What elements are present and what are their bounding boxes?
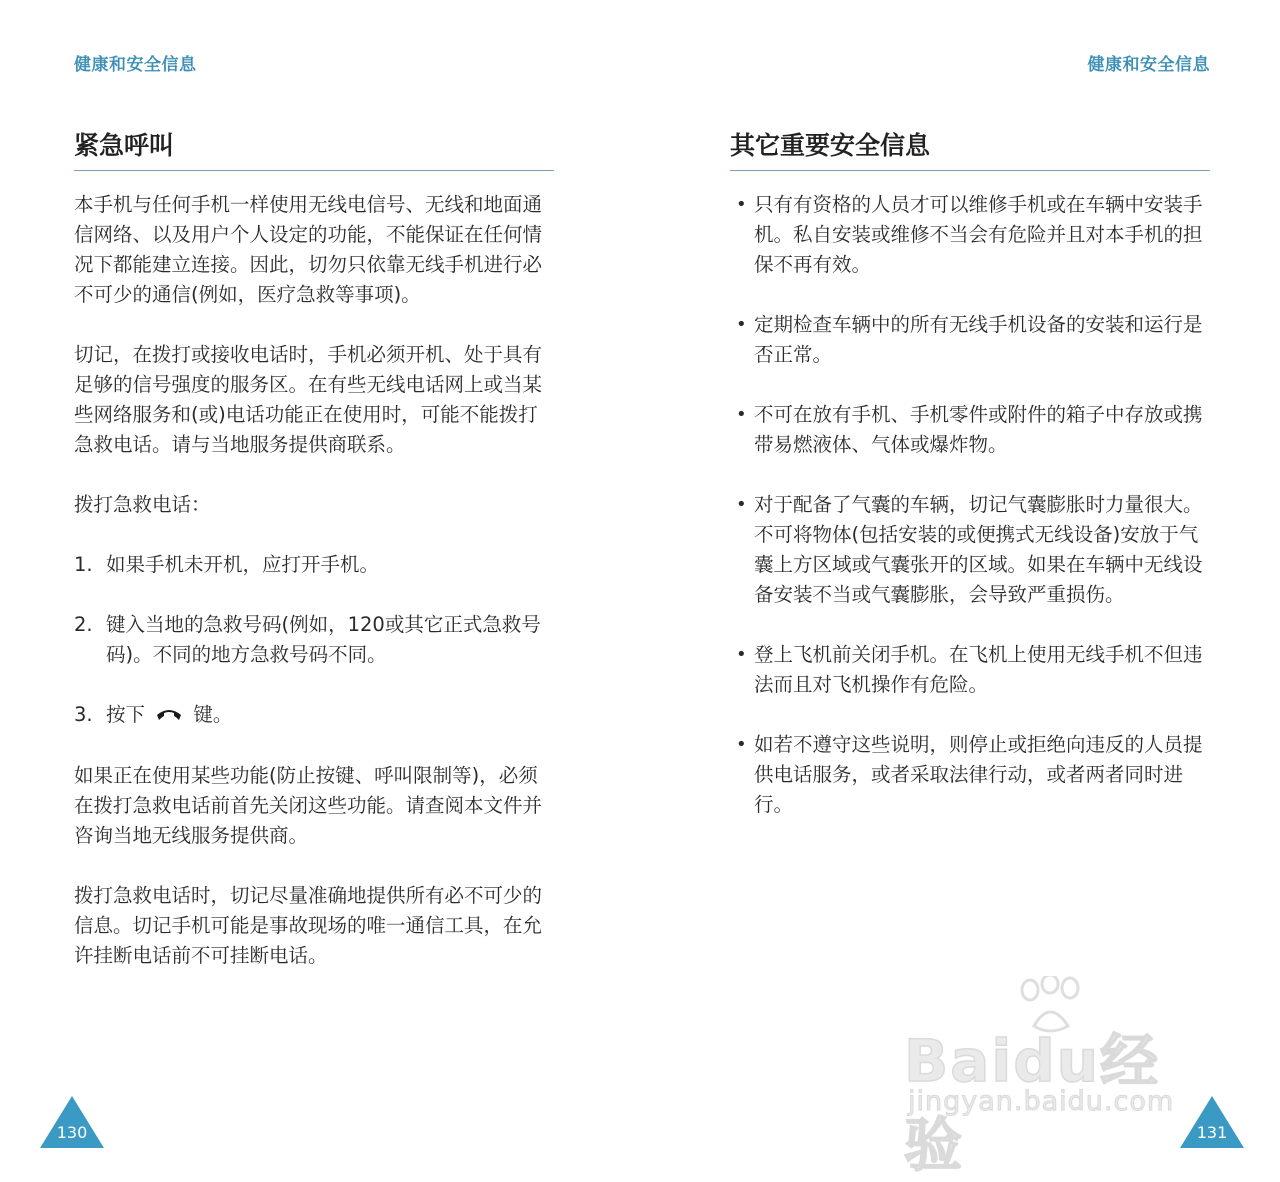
bullet-icon: • (736, 734, 747, 755)
right-body (736, 190, 1206, 850)
step-number: 3. (74, 703, 93, 726)
left-page (0, 0, 640, 1176)
send-key-handset-icon (155, 701, 183, 731)
bullet-item (736, 490, 1206, 610)
step-text-pre: 按下 (106, 703, 146, 726)
bullet-icon: • (736, 494, 747, 515)
paragraph: 如果正在使用某些功能(防止按键、呼叫限制等)，必须在拨打急救电话前首先关闭这些功能。请查阅本文件并咨询当地无线服务提供商。 (74, 763, 543, 847)
bullet-text: 对于配备了气囊的车辆，切记气囊膨胀时力量很大。不可将物体(包括安装的或便携式无线设备)安放于气囊上方区域或气囊张开的区域。如果在车辆中无线设备安装不当或气囊膨胀，会导致严重损伤。 (754, 493, 1203, 606)
running-head: 健康和安全信息 (1087, 55, 1210, 75)
paragraph: 拨打急救电话时，切记尽量准确地提供所有必不可少的信息。切记手机可能是事故现场的唯一通信工具，在允许挂断电话前不可挂断电话。 (74, 883, 543, 967)
paragraph: 本手机与任何手机一样使用无线电信号、无线和地面通信网络、以及用户个人设定的功能，不能保证在任何情况下都能建立连接。因此，切勿只依靠无线手机进行必不可少的通信(例如，医疗急救等事项)。 (74, 193, 543, 306)
watermark-url: jingyan.baidu.com (908, 1086, 1175, 1117)
paragraph: 拨打急救电话： (74, 493, 211, 516)
bullet-item (736, 400, 1206, 460)
bullet-text: 只有有资格的人员才可以维修手机或在车辆中安装手机。私自安装或维修不当会有危险并且对本手机的担保不再有效。 (754, 193, 1203, 276)
watermark-brand: Baidu经验 (904, 1027, 1161, 1179)
right-page (640, 0, 1280, 1179)
step-number: 2. (74, 613, 93, 636)
baidu-watermark (904, 976, 1204, 1179)
step-item (74, 610, 554, 670)
bullet-item (736, 730, 1206, 820)
bullet-icon: • (736, 404, 747, 425)
bullet-item (736, 640, 1206, 700)
page-number: 131 (1196, 1123, 1228, 1142)
bullet-text: 不可在放有手机、手机零件或附件的箱子中存放或携带易燃液体、气体或爆炸物。 (754, 403, 1203, 456)
page-number-tab (1180, 1096, 1244, 1148)
left-body (74, 190, 554, 1001)
paragraph: 切记，在拨打或接收电话时，手机必须开机、处于具有足够的信号强度的服务区。在有些无线电话网上或当某些网络服务和(或)电话功能正在使用时，可能不能拨打急救电话。请与当地服务提供商联系。 (74, 343, 543, 456)
section-title: 其它重要安全信息 (730, 126, 1210, 171)
page-number: 130 (56, 1123, 88, 1142)
step-text-post: 键。 (193, 703, 233, 726)
step-number: 1. (74, 553, 93, 576)
bullet-item (736, 190, 1206, 280)
step-text: 如果手机未开机，应打开手机。 (106, 553, 380, 576)
bullet-text: 定期检查车辆中的所有无线手机设备的安装和运行是否正常。 (754, 313, 1203, 366)
bullet-item (736, 310, 1206, 370)
section-title: 紧急呼叫 (74, 126, 554, 171)
bullet-icon: • (736, 194, 747, 215)
bullet-icon: • (736, 314, 747, 335)
step-item (74, 550, 554, 580)
step-text: 键入当地的急救号码(例如，120或其它正式急救号码)。不同的地方急救号码不同。 (106, 613, 541, 666)
step-item (74, 700, 554, 731)
step-text (106, 700, 554, 731)
running-head: 健康和安全信息 (74, 55, 197, 75)
bullet-text: 登上飞机前关闭手机。在飞机上使用无线手机不但违法而且对飞机操作有危险。 (754, 643, 1203, 696)
bullet-icon: • (736, 644, 747, 665)
bullet-text: 如若不遵守这些说明，则停止或拒绝向违反的人员提供电话服务，或者采取法律行动，或者两者同时进行。 (754, 733, 1203, 816)
page-number-tab (40, 1096, 104, 1148)
